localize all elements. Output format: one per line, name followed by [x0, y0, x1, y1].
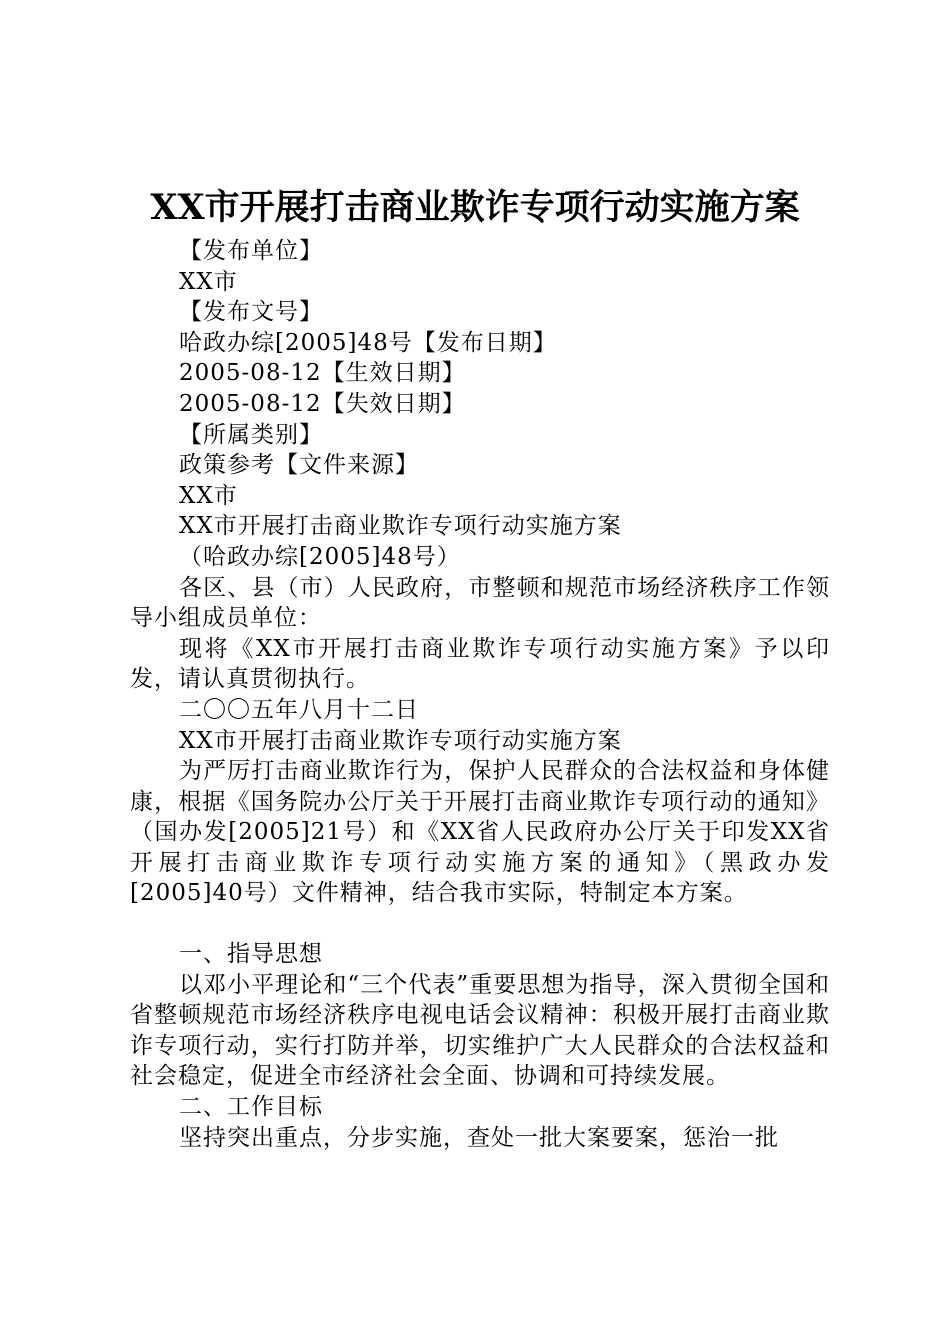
intro-paragraph: 为严厉打击商业欺诈行为，保护人民群众的合法权益和身体健康，根据《国务院办公厅关于开展打击商业欺诈专项行动的通知》（国办发[2005]21号）和《XX省人民政府办公厅关于印发XX省开展打击商业欺诈专项行动实施方案的通知》（黑政办发[2005]40号）文件精神，结合我市实际，特制定本方案。: [130, 758, 830, 907]
meta-line: XX市: [179, 268, 238, 295]
meta-line: （哈政办综[2005]48号）: [179, 543, 461, 570]
section-heading: 一、指导思想: [179, 941, 323, 968]
notice-paragraph: 现将《XX市开展打击商业欺诈专项行动实施方案》予以印发，请认真贯彻执行。: [130, 635, 830, 693]
section-paragraph: 坚持突出重点，分步实施，查处一批大案要案，惩治一批: [179, 1124, 779, 1151]
meta-line: 【所属类别】: [179, 421, 323, 448]
meta-line: 2005-08-12【失效日期】: [179, 390, 466, 417]
meta-line: 【发布单位】: [179, 238, 323, 264]
section-heading: 二、工作目标: [179, 1094, 323, 1121]
addressee-paragraph: 各区、县（市）人民政府，市整顿和规范市场经济秩序工作领导小组成员单位：: [130, 574, 830, 632]
issue-date: 二〇〇五年八月十二日: [179, 696, 419, 723]
meta-line: 【发布文号】: [179, 299, 323, 326]
meta-line: 政策参考【文件来源】: [179, 452, 419, 479]
meta-line: XX市开展打击商业欺诈专项行动实施方案: [179, 513, 622, 540]
document-body: [130, 236, 830, 1153]
meta-line: 哈政办综[2005]48号【发布日期】: [179, 329, 557, 356]
paragraph-gap: [130, 909, 830, 939]
plan-title: XX市开展打击商业欺诈专项行动实施方案: [179, 727, 622, 754]
meta-line: XX市: [179, 482, 238, 509]
document-title: XX市开展打击商业欺诈专项行动实施方案: [150, 187, 800, 228]
meta-line: 2005-08-12【生效日期】: [179, 360, 466, 387]
section-paragraph: 以邓小平理论和“三个代表”重要思想为指导，深入贯彻全国和省整顿规范市场经济秩序电视电话会议精神：积极开展打击商业欺诈专项行动，实行打防并举，切实维护广大人民群众的合法权益和社会稳定，促进全市经济社会全面、协调和可持续发展。: [130, 971, 830, 1090]
